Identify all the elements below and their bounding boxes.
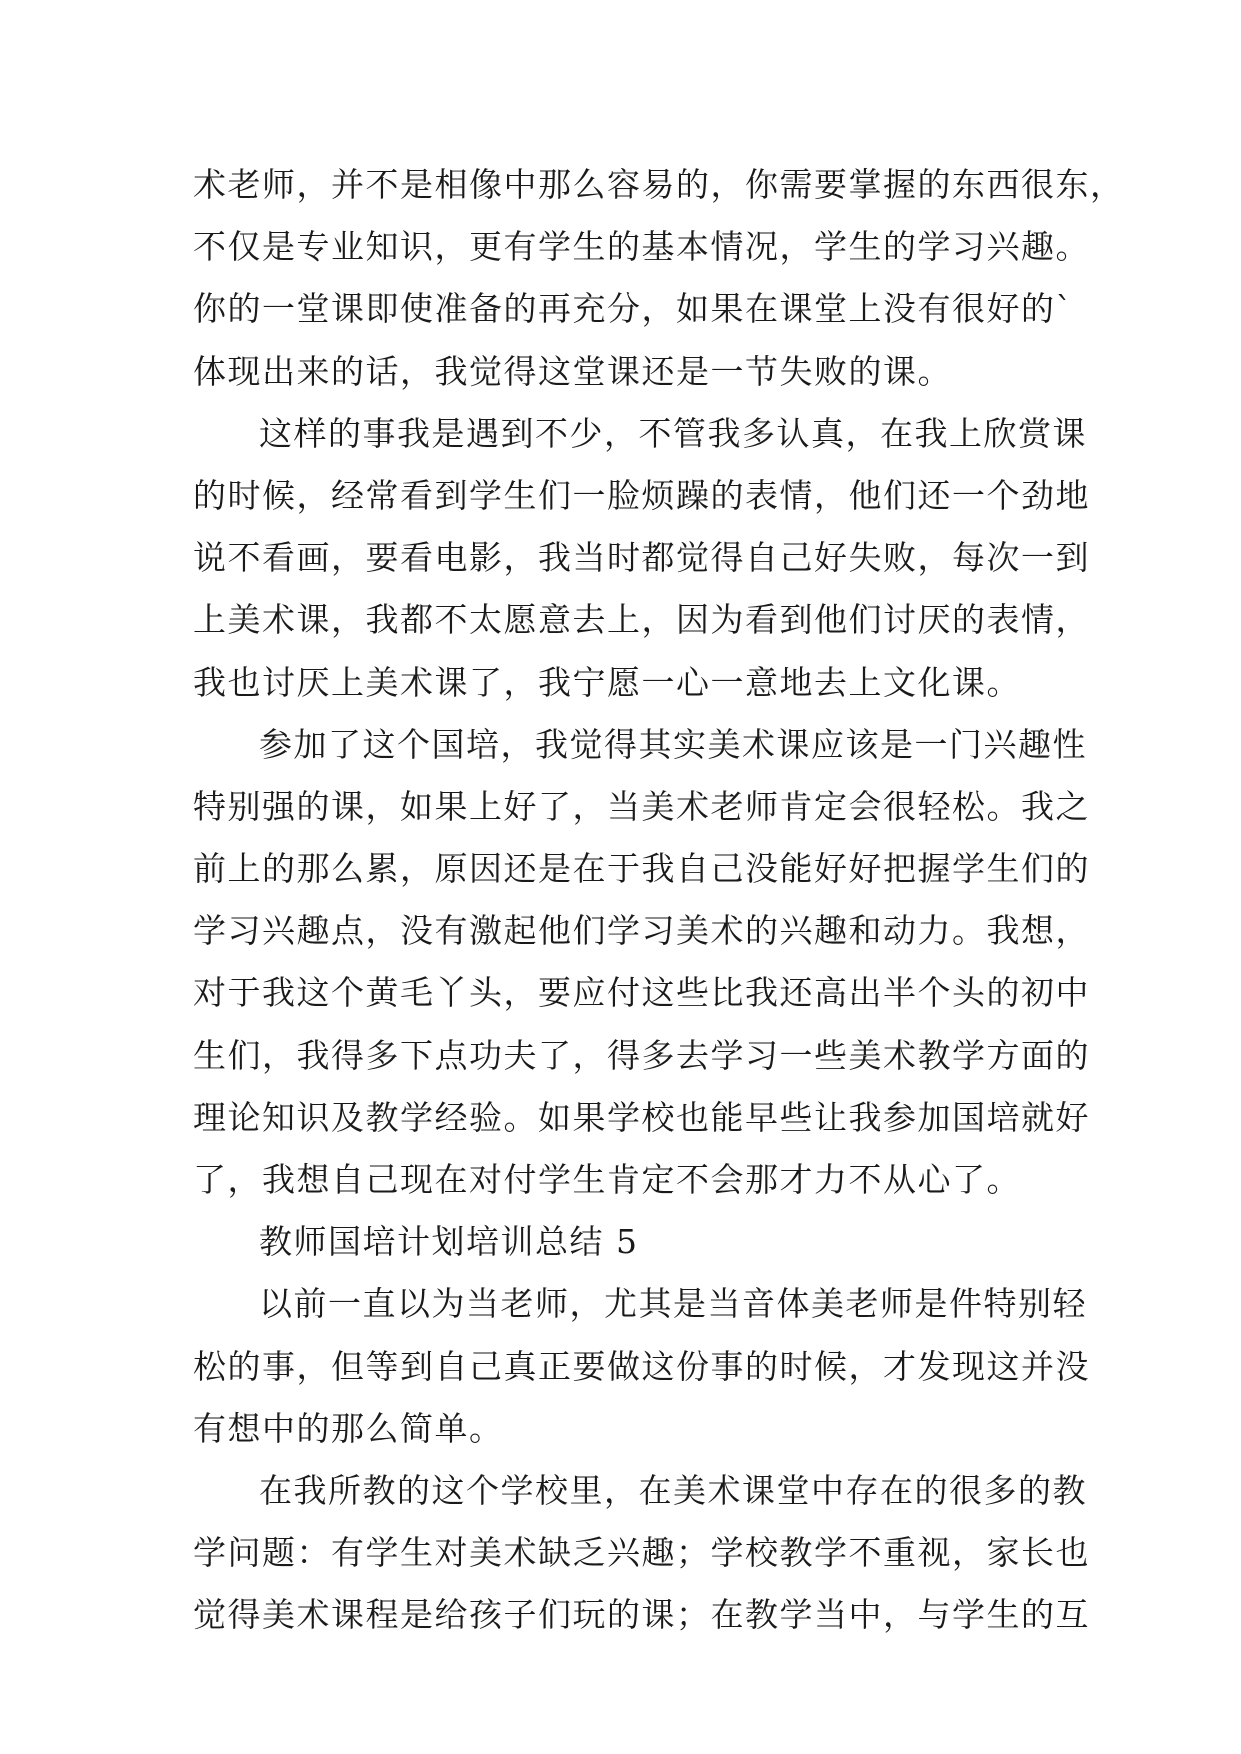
- document-body: [193, 165, 1125, 1658]
- text-line: 有想中的那么简单。: [193, 1408, 504, 1448]
- text-line: 说不看画，要看电影，我当时都觉得自己好失败，每次一到: [193, 538, 1090, 578]
- text-line: 前上的那么累，原因还是在于我自己没能好好把握学生们的: [193, 849, 1090, 889]
- text-line: 学习兴趣点，没有激起他们学习美术的兴趣和动力。我想，: [193, 911, 1090, 951]
- text-line: 生们，我得多下点功夫了，得多去学习一些美术教学方面的: [193, 1035, 1090, 1075]
- text-line: 体现出来的话，我觉得这堂课还是一节失败的课。: [193, 351, 952, 391]
- text-line: 你的一堂课即使准备的再充分，如果在课堂上没有很好的`: [193, 289, 1074, 329]
- text-line: 了，我想自己现在对付学生肯定不会那才力不从心了。: [193, 1160, 1021, 1199]
- text-line: 觉得美术课程是给孩子们玩的课；在教学当中，与学生的互: [193, 1595, 1090, 1635]
- text-line: 松的事，但等到自己真正要做这份事的时候，才发现这并没: [193, 1346, 1090, 1386]
- section-heading: 教师国培计划培训总结 5: [259, 1222, 639, 1262]
- paragraph-first-line: 在我所教的这个学校里，在美术课堂中存在的很多的教: [259, 1470, 1087, 1510]
- paragraph-first-line: 以前一直以为当老师，尤其是当音体美老师是件特别轻: [259, 1284, 1087, 1324]
- paragraph-first-line: 这样的事我是遇到不少，不管我多认真，在我上欣赏课: [259, 413, 1087, 453]
- text-line: 理论知识及教学经验。如果学校也能早些让我参加国培就好: [193, 1097, 1090, 1137]
- text-line: 我也讨厌上美术课了，我宁愿一心一意地去上文化课。: [193, 662, 1021, 702]
- text-line: 上美术课，我都不太愿意去上，因为看到他们讨厌的表情，: [193, 600, 1090, 640]
- paragraph-first-line: 参加了这个国培，我觉得其实美术课应该是一门兴趣性: [259, 724, 1087, 764]
- text-line: 特别强的课，如果上好了，当美术老师肯定会很轻松。我之: [193, 786, 1090, 826]
- text-line: 不仅是专业知识，更有学生的基本情况，学生的学习兴趣。: [193, 227, 1090, 267]
- text-line: 学问题：有学生对美术缺乏兴趣；学校教学不重视，家长也: [193, 1533, 1090, 1573]
- text-line: 对于我这个黄毛丫头，要应付这些比我还高出半个头的初中: [193, 973, 1090, 1013]
- text-line: 术老师，并不是相像中那么容易的，你需要掌握的东西很东，: [193, 165, 1125, 204]
- text-line: 的时候，经常看到学生们一脸烦躁的表情，他们还一个劲地: [193, 475, 1090, 515]
